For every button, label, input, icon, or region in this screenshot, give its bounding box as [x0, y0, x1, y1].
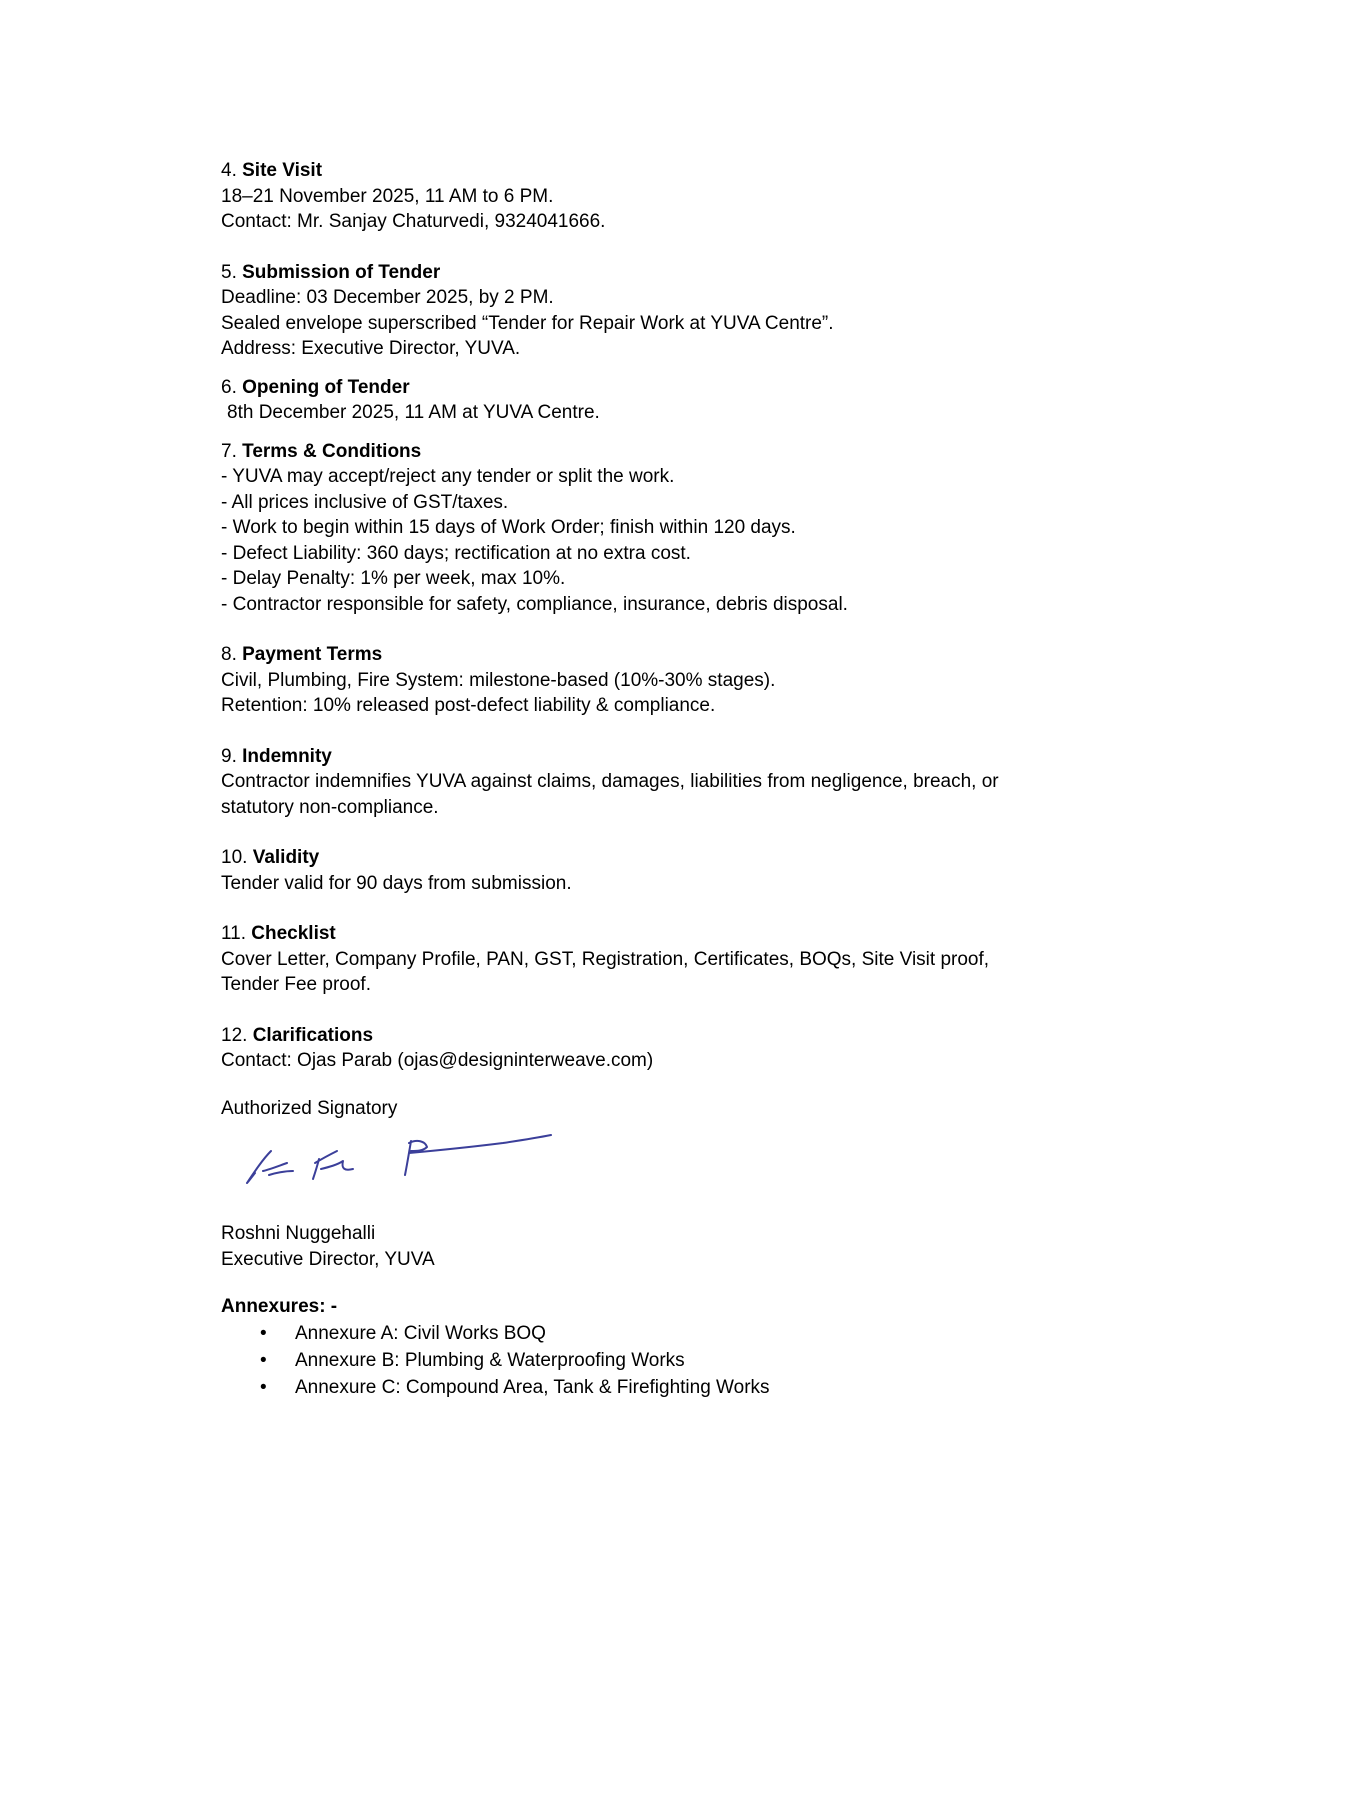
term-item: - Delay Penalty: 1% per week, max 10%.: [221, 568, 566, 589]
section-number: 5.: [221, 261, 243, 283]
section-validity: [221, 845, 1121, 896]
section-submission: [221, 260, 1121, 362]
section-terms: [221, 439, 1121, 618]
signatory-block: [221, 1096, 1121, 1273]
signature-image: [221, 1121, 561, 1221]
section-title: Indemnity: [242, 745, 332, 767]
term-item: - YUVA may accept/reject any tender or split the work.: [221, 466, 675, 487]
section-number: 7.: [221, 440, 243, 462]
annexures-list: [221, 1320, 1121, 1401]
section-heading: [221, 260, 1121, 286]
section-text: 8th December 2025, 11 AM at YUVA Centre.: [227, 402, 600, 423]
signatory-designation: Executive Director, YUVA: [221, 1248, 435, 1270]
section-text: Civil, Plumbing, Fire System: milestone-based (10%-30% stages).: [221, 669, 776, 691]
section-title: Opening of Tender: [242, 376, 410, 398]
section-heading: [221, 439, 1121, 465]
section-heading: [221, 1023, 1121, 1049]
section-payment: [221, 642, 1121, 719]
section-title: Checklist: [251, 923, 336, 944]
section-site-visit: [221, 158, 1121, 235]
signature-icon: [241, 1123, 561, 1203]
section-text: Cover Letter, Company Profile, PAN, GST, Registration, Certificates, BOQs, Site Visit proof,: [221, 948, 990, 970]
section-text: Deadline: 03 December 2025, by 2 PM.: [221, 287, 554, 308]
section-title: Payment Terms: [242, 644, 383, 665]
section-opening: [221, 375, 1121, 426]
annexures-section: [221, 1294, 1121, 1401]
section-text: statutory non-compliance.: [221, 796, 439, 818]
section-heading: [221, 642, 1121, 668]
document-page: [221, 158, 1121, 1401]
term-item: - Contractor responsible for safety, compliance, insurance, debris disposal.: [221, 593, 848, 615]
section-number: 8.: [221, 644, 243, 665]
section-heading: [221, 845, 1121, 871]
section-checklist: [221, 921, 1121, 998]
section-text: Contact: Ojas Parab (ojas@designinterweave.com): [221, 1050, 654, 1071]
term-item: - Work to begin within 15 days of Work Order; finish within 120 days.: [221, 517, 796, 538]
signatory-label: Authorized Signatory: [221, 1097, 398, 1119]
section-heading: [221, 375, 1121, 401]
section-indemnity: [221, 744, 1121, 821]
bullet-icon: •: [260, 1376, 267, 1398]
term-item: - All prices inclusive of GST/taxes.: [221, 491, 509, 513]
section-number: 6.: [221, 376, 243, 398]
annexures-heading: [221, 1294, 1121, 1320]
section-text: Contractor indemnifies YUVA against claims, damages, liabilities from negligence, breach, or: [221, 771, 999, 792]
section-text: Tender valid for 90 days from submission.: [221, 872, 572, 894]
section-number: 11.: [221, 923, 252, 944]
section-text: Tender Fee proof.: [221, 974, 371, 995]
section-clarifications: [221, 1023, 1121, 1074]
list-item: [221, 1320, 1121, 1347]
section-heading: [221, 921, 1121, 947]
section-text: Address: Executive Director, YUVA.: [221, 338, 521, 359]
annexure-label: Annexure B: Plumbing & Waterproofing Works: [295, 1349, 685, 1371]
section-number: 4.: [221, 160, 243, 181]
section-text: 18–21 November 2025, 11 AM to 6 PM.: [221, 185, 554, 207]
section-heading: [221, 158, 1121, 184]
section-title: Clarifications: [252, 1024, 374, 1046]
list-item: [221, 1374, 1121, 1401]
section-title: Submission of Tender: [242, 261, 441, 283]
term-item: - Defect Liability: 360 days; rectification at no extra cost.: [221, 542, 691, 564]
section-title: Terms & Conditions: [242, 440, 422, 462]
section-number: 12.: [221, 1024, 253, 1046]
bullet-icon: •: [260, 1322, 267, 1344]
section-heading: [221, 744, 1121, 770]
section-number: 10.: [221, 847, 253, 868]
section-text: Sealed envelope superscribed “Tender for Repair Work at YUVA Centre”.: [221, 312, 834, 334]
list-item: [221, 1347, 1121, 1374]
section-text: Contact: Mr. Sanjay Chaturvedi, 9324041666.: [221, 211, 606, 232]
annexure-label: Annexure A: Civil Works BOQ: [295, 1322, 546, 1344]
section-title: Site Visit: [242, 160, 323, 181]
section-title: Validity: [252, 847, 320, 868]
section-number: 9.: [221, 745, 243, 767]
bullet-icon: •: [260, 1349, 267, 1371]
section-text: Retention: 10% released post-defect liability & compliance.: [221, 695, 716, 716]
annexures-heading-text: Annexures: -: [221, 1296, 338, 1317]
signatory-name: Roshni Nuggehalli: [221, 1223, 376, 1244]
annexure-label: Annexure C: Compound Area, Tank & Firefighting Works: [295, 1376, 770, 1398]
